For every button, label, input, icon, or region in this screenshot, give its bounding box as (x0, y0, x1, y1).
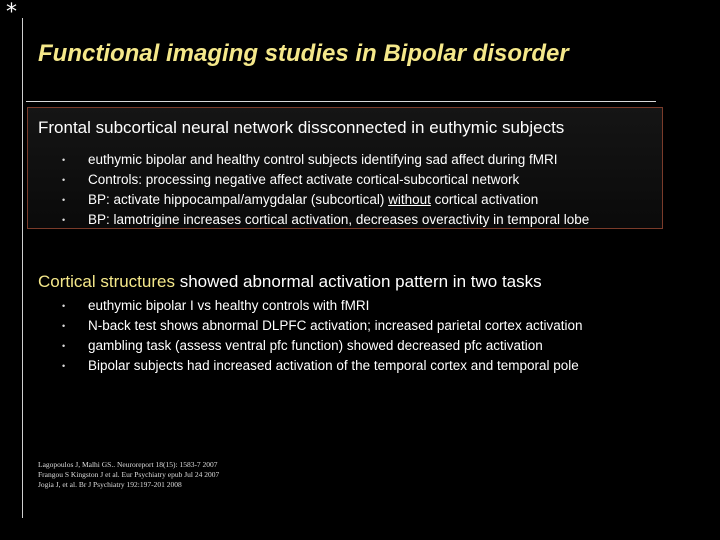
section1-bullets (62, 150, 589, 230)
list-item (62, 296, 582, 316)
vertical-divider (22, 18, 23, 518)
reference-item: Jogia J, et al. Br J Psychiatry 192:197-201 2008 (38, 480, 182, 489)
bullet-text: Bipolar subjects had increased activation of the temporal cortex and temporal pole (88, 358, 579, 373)
bullet-text: Controls: processing negative affect activate cortical-subcortical network (88, 172, 520, 187)
bullet-text: gambling task (assess ventral pfc function) showed decreased pfc activation (88, 338, 543, 353)
bullet-icon: • (62, 301, 66, 311)
section2-heading (38, 272, 542, 292)
list-item (62, 316, 582, 336)
bullet-icon: • (62, 155, 66, 165)
bullet-icon: • (62, 321, 66, 331)
bullet-text: BP: lamotrigine increases cortical activation, decreases overactivity in temporal lobe (88, 212, 590, 227)
list-item (62, 336, 582, 356)
bullet-icon: • (62, 215, 66, 225)
bullet-text-pre: BP: activate hippocampal/amygdalar (subcortical) (88, 192, 389, 207)
section2-bullets (62, 296, 582, 376)
bullet-text: N-back test shows abnormal DLPFC activation; increased parietal cortex activation (88, 318, 583, 333)
list-item (62, 170, 589, 190)
list-item (62, 150, 589, 170)
asterisk-icon: * (6, 0, 17, 25)
bullet-icon: • (62, 175, 66, 185)
reference-item: Lagopoulos J, Malhi GS.. Neuroreport 18(15): 1583-7 2007 (38, 460, 218, 469)
bullet-text-post: cortical activation (430, 192, 539, 207)
bullet-icon: • (62, 361, 66, 371)
references (38, 460, 219, 490)
bullet-text: euthymic bipolar I vs healthy controls with fMRI (88, 298, 370, 313)
section2-heading-accent: Cortical structures (38, 272, 175, 291)
reference-item: Frangou S Kingston J et al. Eur Psychiatry epub Jul 24 2007 (38, 470, 220, 479)
list-item (62, 356, 582, 376)
section2-heading-rest: showed abnormal activation pattern in two tasks (174, 272, 542, 291)
list-item (62, 190, 589, 210)
bullet-icon: • (62, 341, 66, 351)
bullet-text: euthymic bipolar and healthy control subjects identifying sad affect during fMRI (88, 152, 558, 167)
list-item (62, 210, 589, 230)
bullet-icon: • (62, 195, 66, 205)
title-underline (26, 101, 656, 102)
bullet-text-underlined: without (388, 192, 431, 207)
slide-title: Functional imaging studies in Bipolar disorder (38, 40, 569, 67)
section1-heading: Frontal subcortical neural network dissconnected in euthymic subjects (38, 118, 565, 137)
